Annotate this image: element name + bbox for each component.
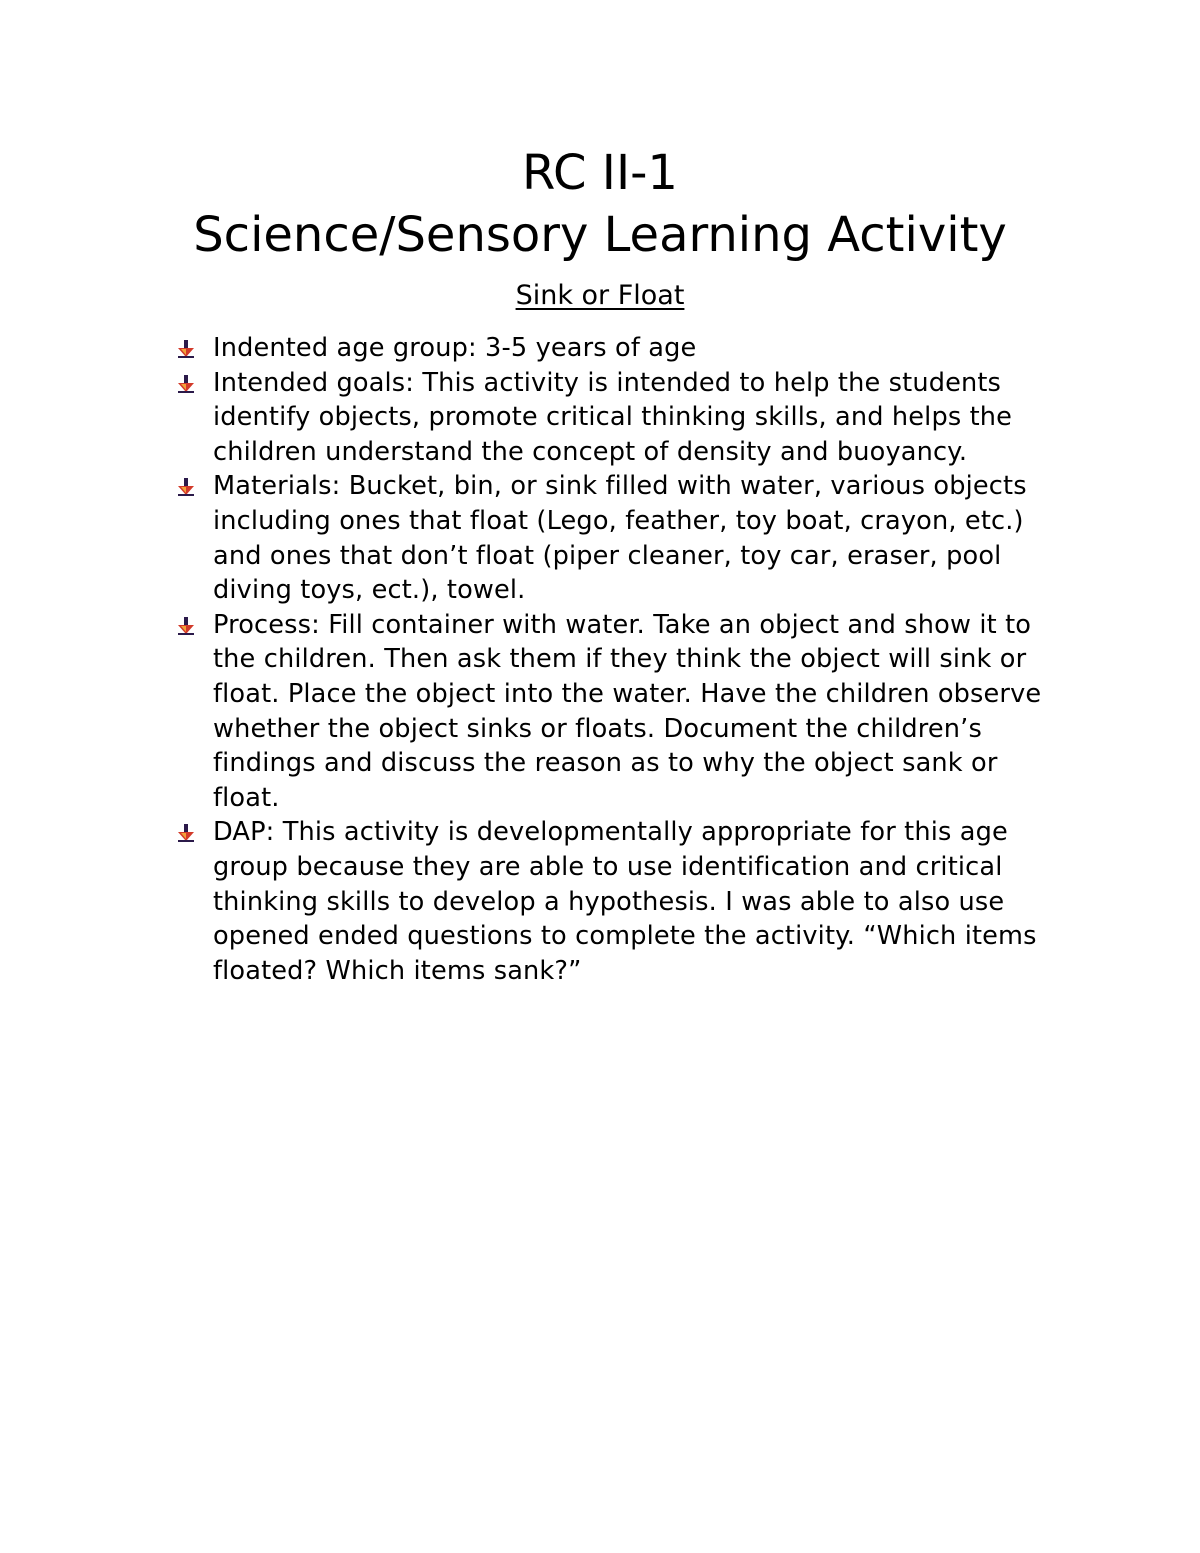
document-title: Science/Sensory Learning Activity xyxy=(193,207,1007,263)
arrow-down-bullet-icon xyxy=(178,478,194,496)
list-item-text: Process: Fill container with water. Take an object and show it to the children. Then ask them if they think the object will sink or float. Place the object into the water. Have the children observe whether the object sinks or floats. Document the children’s findings and discuss the reason as to why the object sank or float. xyxy=(213,609,1042,813)
list-item xyxy=(175,331,1055,366)
list-item xyxy=(175,469,1055,607)
arrow-down-bullet-icon xyxy=(178,340,194,358)
activity-details-list xyxy=(175,331,1055,988)
list-item-text: Indented age group: 3-5 years of age xyxy=(213,333,697,363)
arrow-down-bullet-icon xyxy=(178,617,194,635)
list-item xyxy=(175,815,1055,988)
list-item-text: Intended goals: This activity is intended to help the students identify objects, promote critical thinking skills, and helps the children understand the concept of density and buoyancy. xyxy=(213,367,1013,467)
list-item-text: Materials: Bucket, bin, or sink filled with water, various objects including ones that float (Lego, feather, toy boat, crayon, etc.) and ones that don’t float (piper cleaner, toy car, eraser, pool diving toys, ect.), towel. xyxy=(213,471,1027,606)
title-block xyxy=(0,142,1200,266)
arrow-down-bullet-icon xyxy=(178,375,194,393)
list-item-text: DAP: This activity is developmentally appropriate for this age group because they are able to use identification and critical thinking skills to develop a hypothesis. I was able to also use opened ended questions to complete the activity. “Which items floated? Which items sank?” xyxy=(213,817,1037,986)
list-item xyxy=(175,366,1055,470)
document-code: RC II-1 xyxy=(522,145,678,201)
arrow-down-bullet-icon xyxy=(178,824,194,842)
activity-subtitle: Sink or Float xyxy=(515,280,685,311)
list-item xyxy=(175,608,1055,816)
